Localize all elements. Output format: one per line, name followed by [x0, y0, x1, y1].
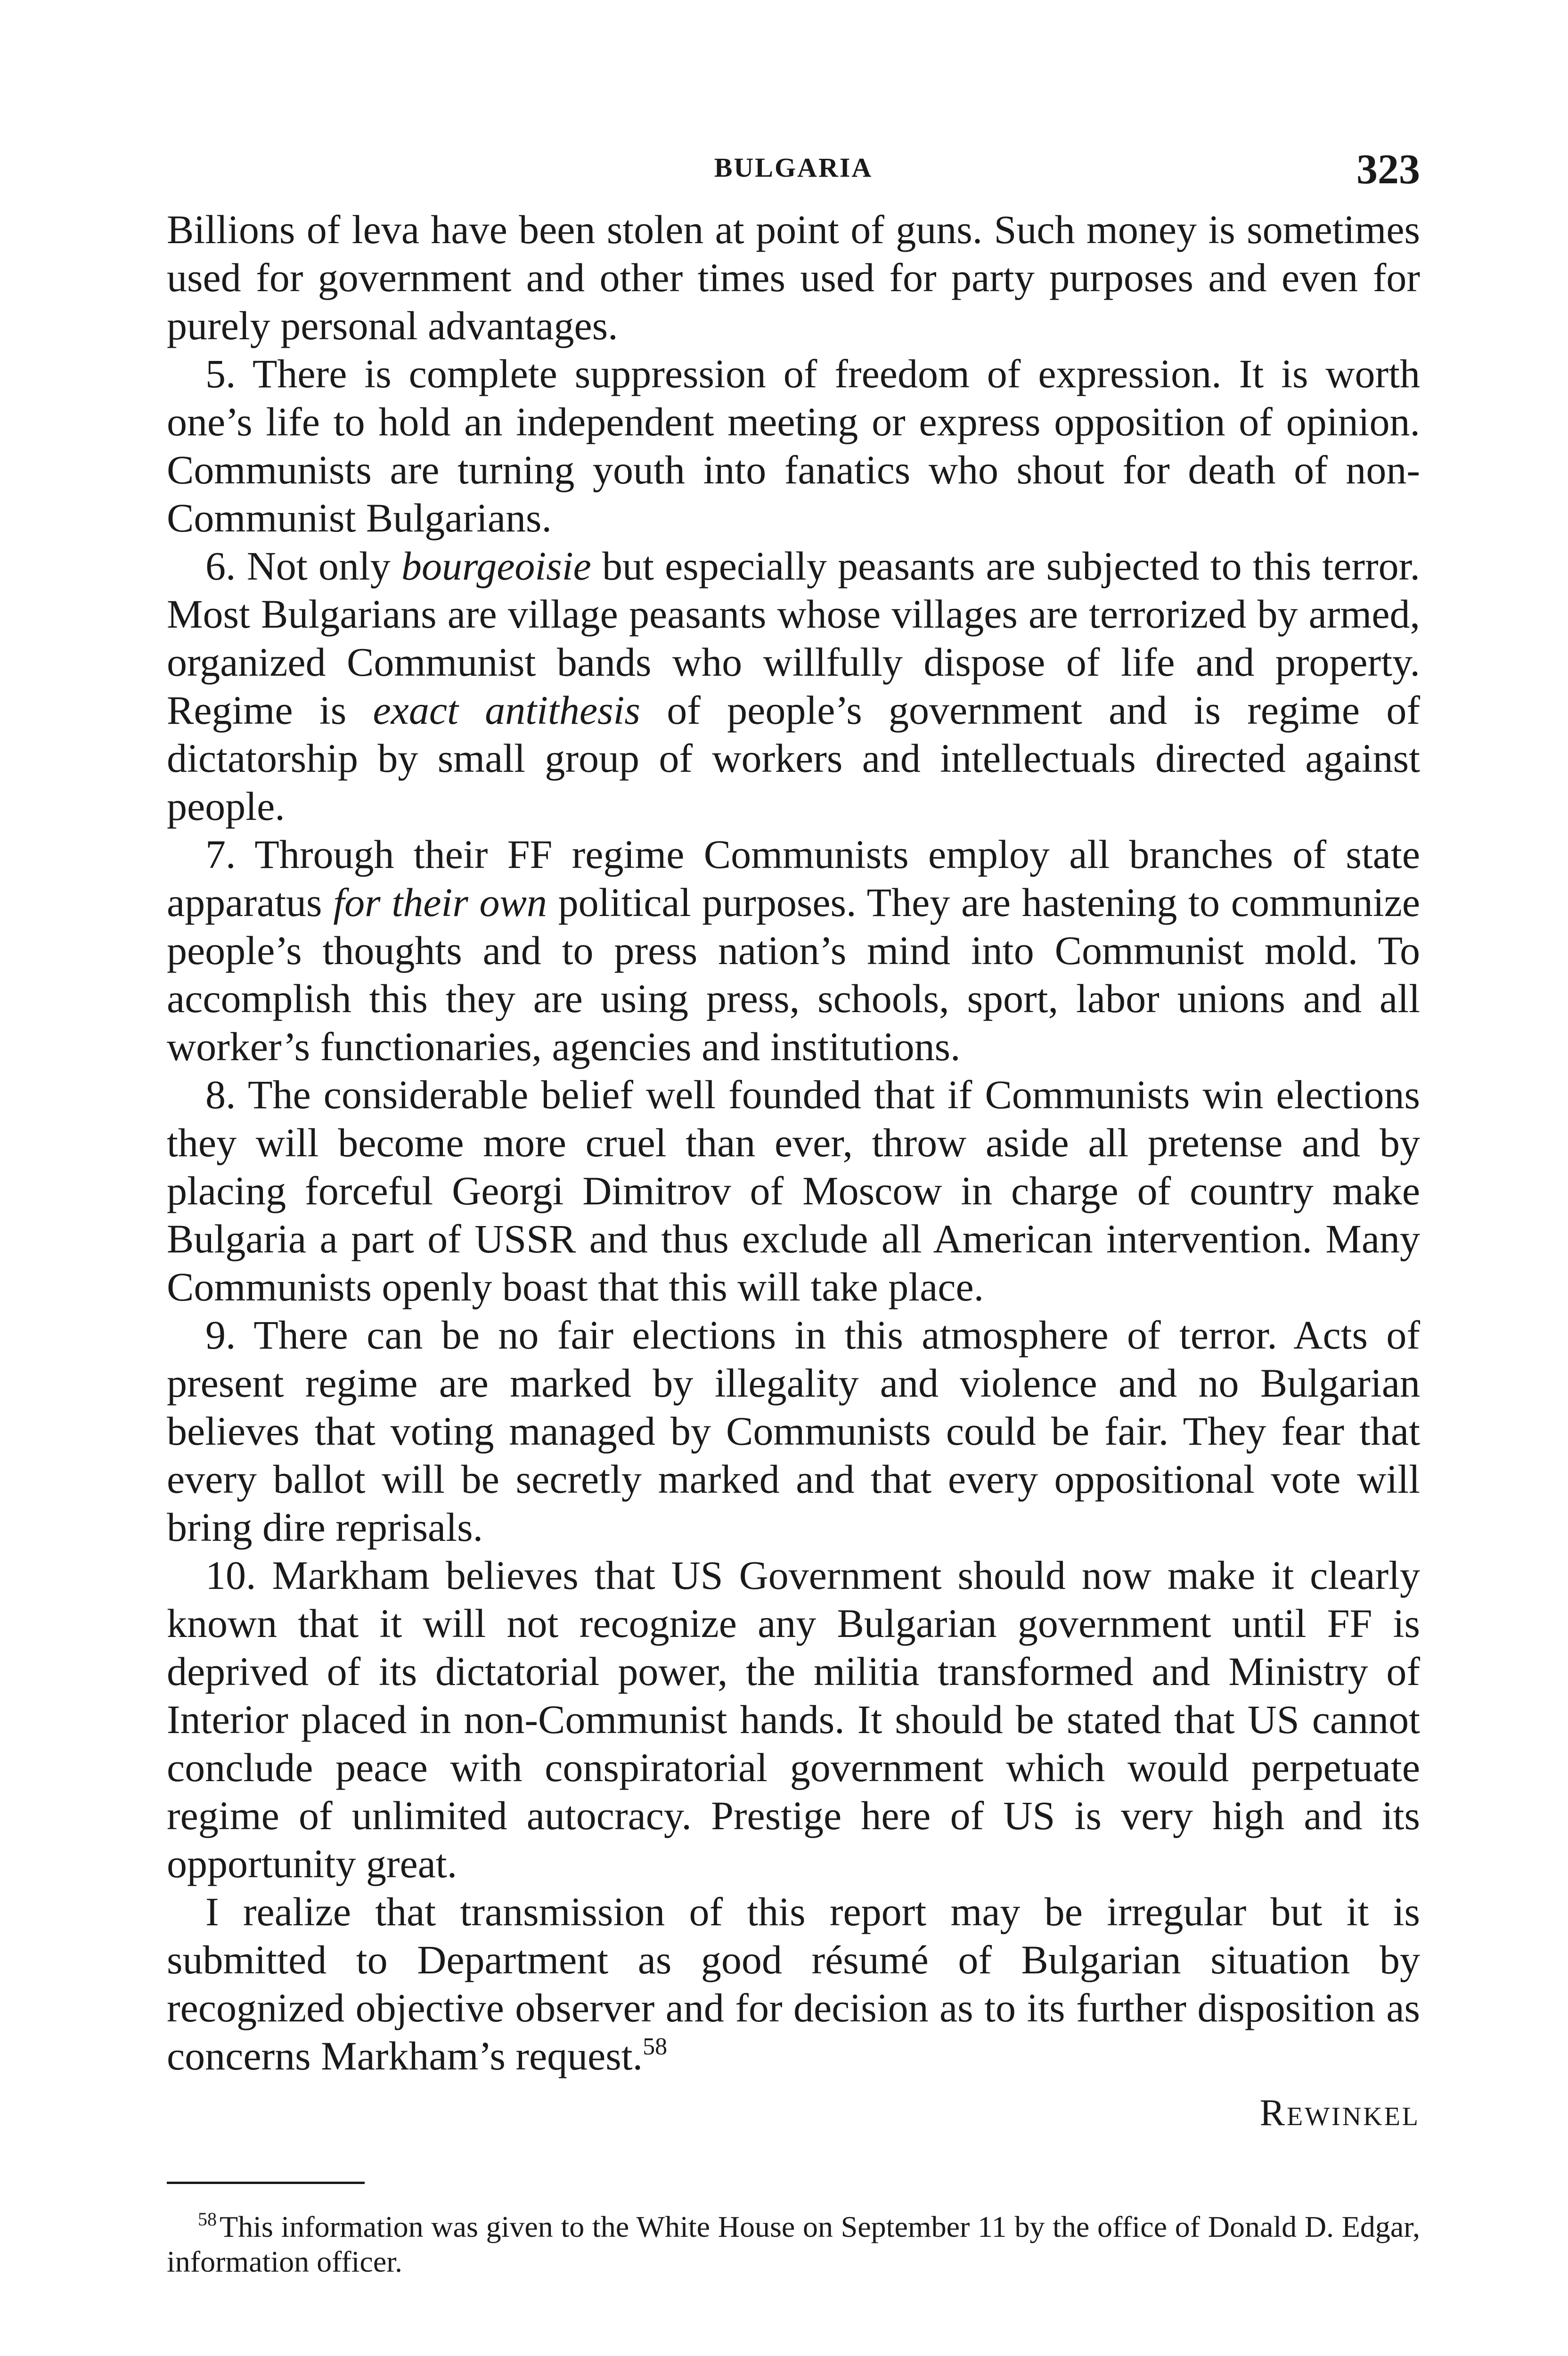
paragraph-item-9 — [167, 1311, 1420, 1551]
paragraph-text: of people’s government and is regime of dictatorship by small group of workers and intellectuals directed against people. — [167, 687, 1420, 829]
paragraph-text: Billions of leva have been stolen at point of guns. Such money is sometimes used for government and other times used for party purposes and even for purely personal advantages. — [167, 207, 1420, 348]
italic-term: bourgeoisie — [401, 543, 591, 589]
item-number: 8. — [205, 1072, 248, 1117]
paragraph-closing — [167, 1888, 1420, 2080]
signature — [167, 2090, 1420, 2135]
paragraph-text: but especially peasants are subjected to this terror. Most Bulgarians are village peasants whose villages are terrorized by armed, organized Communist bands who willfully dispose of life and property. Regime is — [167, 543, 1420, 733]
running-head: BULGARIA — [714, 152, 873, 183]
footnote-divider — [167, 2182, 365, 2184]
paragraph-item-8 — [167, 1071, 1420, 1311]
signature-name: Rewinkel — [1259, 2092, 1420, 2134]
body-text — [167, 205, 1420, 2135]
footnote-text: This information was given to the White House on September 11 by the office of Donald D. Edgar, information officer. — [167, 2210, 1420, 2278]
item-number: 10. — [205, 1553, 272, 1598]
paragraph-text: Not only — [246, 543, 401, 589]
paragraph-continuation — [167, 205, 1420, 350]
footnote — [167, 2209, 1420, 2279]
paragraph-text: There can be no fair elections in this atmosphere of terror. Acts of present regime are marked by illegality and violence and no Bulgarian believes that voting managed by Communists could be fair. They fear that every ballot will be secretly marked and that every oppositional vote will bring dire reprisals. — [167, 1312, 1420, 1550]
paragraph-text: Through their FF regime Communists employ all branches of state apparatus — [167, 832, 1420, 925]
item-number: 7. — [205, 832, 255, 877]
paragraph-item-10 — [167, 1551, 1420, 1888]
paragraph-item-7 — [167, 830, 1420, 1071]
paragraph-item-5 — [167, 350, 1420, 542]
item-number: 5. — [205, 351, 253, 396]
document-page — [167, 146, 1421, 2279]
footnote-marker: 58 — [198, 2209, 217, 2230]
footnote-reference[interactable]: 58 — [643, 2033, 668, 2060]
italic-term: exact antithesis — [373, 687, 640, 733]
paragraph-text: Markham believes that US Government should now make it clearly known that it will not recognize any Bulgarian government until FF is deprived of its dictatorial power, the militia transformed and Ministry of Interior placed in non-Communist hands. It should be stated that US cannot conclude peace with conspiratorial government which would perpetuate regime of unlimited autocracy. Prestige here of US is very high and its opportunity great. — [167, 1553, 1421, 1886]
page-header — [167, 146, 1420, 205]
paragraph-text: The considerable belief well founded that if Communists win elections they will become more cruel than ever, throw aside all pretense and by placing forceful Georgi Dimitrov of Moscow in charge of country make Bulgaria a part of USSR and thus exclude all American intervention. Many Communists openly boast that this will take place. — [167, 1072, 1420, 1309]
page-number: 323 — [1356, 146, 1420, 193]
paragraph-text: I realize that transmission of this report may be irregular but it is submitted to Department as good résumé of Bulgarian situation by recognized objective observer and for decision as to its further disposition as concerns Markham’s request. — [167, 1889, 1420, 2078]
item-number: 9. — [205, 1312, 254, 1358]
paragraph-item-6 — [167, 542, 1420, 830]
paragraph-text: political purposes. They are hastening to communize people’s thoughts and to press nation’s mind into Communist mold. To accomplish this they are using press, schools, sport, labor unions and all worker’s functionaries, agencies and institutions. — [167, 880, 1420, 1069]
paragraph-text: There is complete suppression of freedom of expression. It is worth one’s life to hold an independent meeting or express opposition of opinion. Communists are turning youth into fanatics who shout for death of non-Communist Bulgarians. — [167, 351, 1421, 540]
item-number: 6. — [205, 543, 247, 589]
italic-term: for their own — [333, 880, 547, 925]
